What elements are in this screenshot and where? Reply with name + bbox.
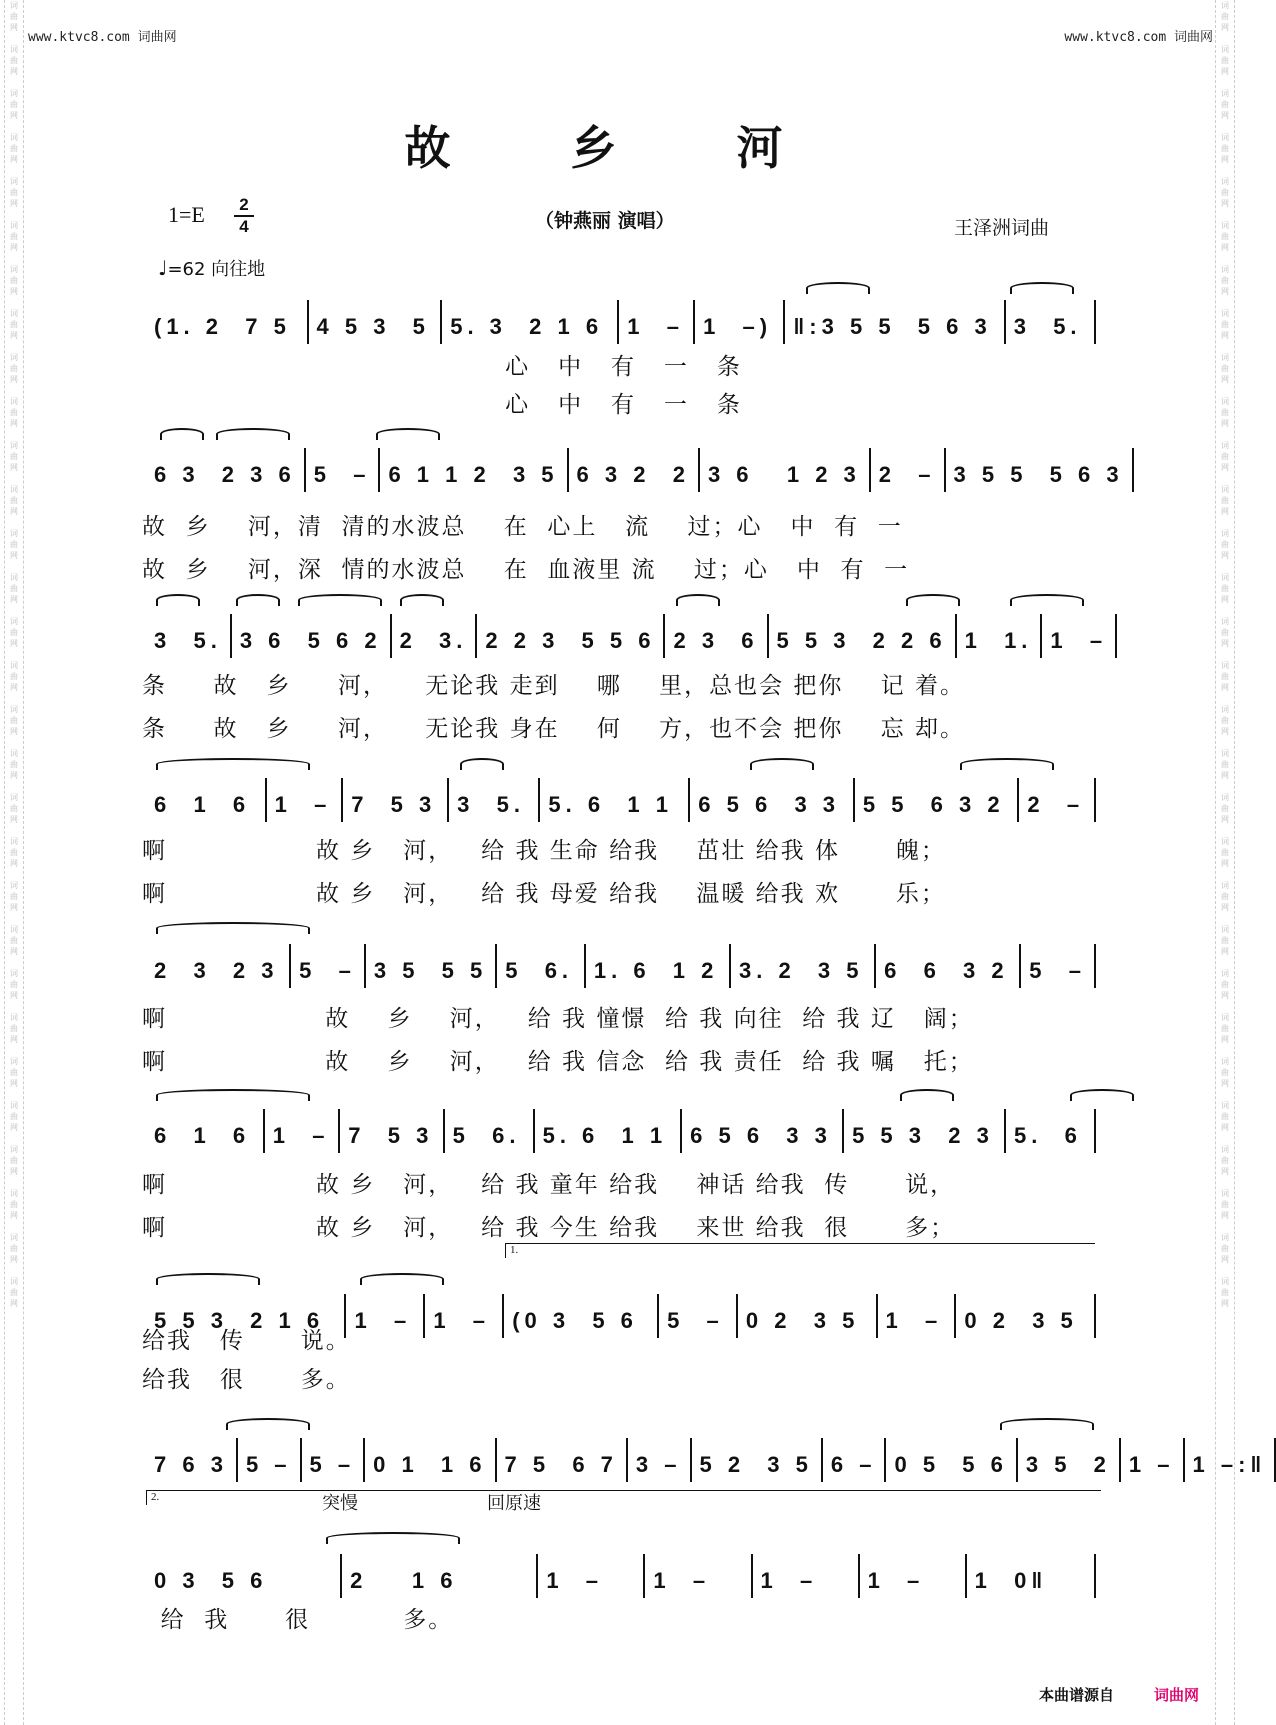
measure: 1 –	[1121, 1438, 1185, 1482]
slur-arc	[1070, 1089, 1134, 1101]
time-signature	[234, 196, 254, 236]
measure: 3 –	[628, 1438, 692, 1482]
slur-arc	[1010, 282, 1074, 294]
slur-arc	[900, 1089, 954, 1101]
lyric-line: 心 中 有 一 条	[142, 392, 742, 418]
lyric-line: 给我 传 说。	[142, 1328, 351, 1354]
measure: 0 2 3 5	[738, 1294, 878, 1338]
slur-arc	[156, 1273, 260, 1285]
volta-first-ending: 1.	[505, 1243, 1095, 1258]
lyric-line: 心 中 有 一 条	[142, 354, 742, 380]
measure: 1 1.	[957, 614, 1043, 658]
music-line	[146, 606, 1108, 658]
measure: 7 5 3	[343, 778, 449, 822]
measure: ‖:3 5 5 5 6 3	[785, 300, 1005, 344]
right-watermark-strip: 词 曲 网 词 曲 网 词 曲 网 词 曲 网 词 曲 网 词 曲 网 词 曲 网 词 曲 网 词 曲 网 词 曲 网 词 曲 网 词 曲 网 词 曲 网 词 曲 网 词 曲 网 词 曲 网 词 曲 网 词 曲 网 词 曲 网 词 曲 网 词 曲 网 词 曲 网 词 曲 网 词 曲 网 词 曲 网 词 曲 网 词 曲 网 词 曲 网 词 曲 网 词 曲 网	[1215, 0, 1235, 1725]
lyric-line: 啊 故 乡 河， 给 我 憧憬 给 我 向往 给 我 辽 阔；	[142, 1006, 974, 1032]
measure: 5 6.	[445, 1109, 535, 1153]
slur-arc	[400, 594, 444, 606]
measure: 6 –	[823, 1438, 887, 1482]
measure: 7 5 3	[340, 1109, 444, 1153]
measure: 2 1 6	[342, 1554, 538, 1598]
header-site-left[interactable]: www.ktvc8.com 词曲网	[28, 30, 177, 45]
slur-arc	[960, 758, 1054, 770]
quarter-note-icon: ♩	[158, 256, 168, 280]
slur-arc	[216, 428, 290, 440]
measure: 5 –	[306, 448, 381, 492]
lyric-line: 啊 故 乡 河， 给 我 童年 给我 神话 给我 传 说，	[142, 1172, 956, 1198]
measure: 1 –	[619, 300, 695, 344]
slur-arc	[676, 594, 720, 606]
lyric-line: 条 故 乡 河， 无论我 走到 哪 里，总也会 把你 记 着。	[142, 673, 965, 699]
slur-arc	[906, 594, 960, 606]
slur-arc	[160, 428, 204, 440]
footer-source: 本曲谱源自	[1038, 1686, 1114, 1704]
lyric-line: 啊 故 乡 河， 给 我 母爱 给我 温暖 给我 欢 乐；	[142, 881, 946, 907]
slur-arc	[156, 594, 200, 606]
measure: 1 –	[645, 1554, 752, 1598]
footer-brand-link[interactable]: 词曲网	[1153, 1686, 1199, 1704]
measure: (0 3 5 6	[504, 1294, 659, 1338]
measure: 2 3 6	[665, 614, 768, 658]
measure: 1 –	[267, 778, 344, 822]
lyric-line: 故 乡 河，深 情的水波总 在 血液里 流 过；心 中 有 一	[142, 557, 910, 583]
measure: 1 –	[346, 1294, 425, 1338]
measure: 3. 2 3 5	[731, 944, 876, 988]
measure: 3 5.	[1006, 300, 1096, 344]
slur-arc	[806, 282, 870, 294]
measure: 3 5 5 5 6 3	[946, 448, 1134, 492]
music-line	[146, 292, 1096, 344]
music-line	[146, 1101, 1096, 1153]
tempo-expression: 向往地	[211, 259, 266, 280]
lyric-line: 给我 很 多。	[142, 1367, 351, 1393]
measure: 2 –	[871, 448, 946, 492]
measure: 5 5 3 2 3	[844, 1109, 1006, 1153]
measure: 0 1 1 6	[365, 1438, 496, 1482]
slur-arc	[460, 758, 504, 770]
measure: 5 2 3 5	[692, 1438, 823, 1482]
measure: 5 –	[1021, 944, 1096, 988]
measure: 5. 6 1 1	[540, 778, 690, 822]
key-signature: 1=E	[168, 202, 205, 227]
measure: 6 3 2 3 6	[146, 448, 306, 492]
measure: 5 –	[659, 1294, 738, 1338]
measure: 3 5.	[449, 778, 540, 822]
measure: 0 2 3 5	[956, 1294, 1096, 1338]
measure: 5 6.	[497, 944, 586, 988]
lyric-line: 给 我 很 多。	[142, 1607, 454, 1633]
slur-arc	[236, 594, 280, 606]
header-site-right[interactable]: www.ktvc8.com 词曲网	[1064, 30, 1213, 45]
measure: 1 –)	[695, 300, 785, 344]
singer-credit: （钟燕丽 演唱）	[535, 210, 675, 232]
measure: 0 3 5 6	[146, 1554, 342, 1598]
tempo-marking	[158, 255, 265, 281]
measure: 5. 3 2 1 6	[442, 300, 619, 344]
measure: 7 5 6 7	[497, 1438, 628, 1482]
measure: 5 –	[291, 944, 366, 988]
lyric-line: 条 故 乡 河， 无论我 身在 何 方，也不会 把你 忘 却。	[142, 716, 965, 742]
meter-top: 2	[239, 195, 249, 214]
expression-slow: 突慢	[322, 1493, 358, 1514]
lyric-line: 啊 故 乡 河， 给 我 信念 给 我 责任 给 我 嘱 托；	[142, 1049, 974, 1075]
measure: 1 –	[538, 1554, 645, 1598]
lyric-line: 啊 故 乡 河， 给 我 今生 给我 来世 给我 很 多；	[142, 1215, 956, 1241]
measure: 6 1 6	[146, 1109, 265, 1153]
music-line	[146, 1430, 1267, 1482]
volta-second-ending: 2.	[146, 1490, 1101, 1505]
measure: 1 –	[1042, 614, 1117, 658]
measure: 1 –	[425, 1294, 504, 1338]
slur-arc	[326, 1532, 460, 1544]
measure: 5 5 6 3 2	[855, 778, 1020, 822]
measure: 2 3 2 3	[146, 944, 291, 988]
measure: 3 5 5 5	[366, 944, 497, 988]
measure: 1 –	[265, 1109, 341, 1153]
measure: 3 5.	[146, 614, 232, 658]
measure: 6 3 2 2	[569, 448, 700, 492]
tempo-value: =62	[167, 259, 206, 280]
measure: 3 6 5 6 2	[232, 614, 392, 658]
music-line	[146, 440, 1124, 492]
slur-arc	[156, 1089, 310, 1101]
measure: 2 –	[1019, 778, 1096, 822]
measure: 1 –	[753, 1554, 860, 1598]
measure: 5. 6 1 1	[535, 1109, 683, 1153]
expression-return-tempo: 回原速	[487, 1493, 541, 1514]
slur-arc	[156, 922, 310, 934]
measure: 1 –	[878, 1294, 957, 1338]
measure: 6 6 3 2	[876, 944, 1021, 988]
measure: 6 1 1 2 3 5	[380, 448, 568, 492]
measure: 2 3.	[392, 614, 478, 658]
composer-credit: 王泽洲词曲	[954, 217, 1050, 239]
song-title: 故 乡 河	[404, 121, 835, 175]
measure: 1 0‖	[967, 1554, 1096, 1598]
slur-arc	[376, 428, 440, 440]
slur-arc	[360, 1273, 444, 1285]
measure: 4 5 3 5	[309, 300, 443, 344]
music-line	[146, 936, 1096, 988]
measure: 2 2 3 5 5 6	[477, 614, 665, 658]
measure: 1. 6 1 2	[586, 944, 731, 988]
measure: 1 –:‖	[1185, 1438, 1276, 1482]
measure: 6 5 6 3 3	[690, 778, 855, 822]
measure: 6 1 6	[146, 778, 267, 822]
music-line	[146, 1546, 1096, 1598]
measure: 5 5 3 2 1 6	[146, 1294, 346, 1338]
slur-arc	[750, 758, 814, 770]
measure: 5 –	[302, 1438, 366, 1482]
lyric-line: 啊 故 乡 河， 给 我 生命 给我 茁壮 给我 体 魄；	[142, 838, 946, 864]
slur-arc	[1010, 594, 1084, 606]
measure: 3 5 2	[1018, 1438, 1121, 1482]
lyric-line: 故 乡 河，清 清的水波总 在 心上 流 过；心 中 有 一	[142, 514, 903, 540]
slur-arc	[226, 1418, 310, 1430]
measure: 6 5 6 3 3	[682, 1109, 844, 1153]
meter-bottom: 4	[239, 217, 249, 236]
measure: 7 6 3	[146, 1438, 238, 1482]
measure: 5 –	[238, 1438, 302, 1482]
measure: 5 5 3 2 2 6	[769, 614, 957, 658]
music-line	[146, 770, 1096, 822]
left-watermark-strip: 词 曲 网 词 曲 网 词 曲 网 词 曲 网 词 曲 网 词 曲 网 词 曲 网 词 曲 网 词 曲 网 词 曲 网 词 曲 网 词 曲 网 词 曲 网 词 曲 网 词 曲 网 词 曲 网 词 曲 网 词 曲 网 词 曲 网 词 曲 网 词 曲 网 词 曲 网 词 曲 网 词 曲 网 词 曲 网 词 曲 网 词 曲 网 词 曲 网 词 曲 网 词 曲 网	[4, 0, 24, 1725]
measure: 5. 6	[1006, 1109, 1096, 1153]
measure: 3 6 1 2 3	[700, 448, 871, 492]
footer	[1039, 1684, 1199, 1705]
measure: 1 –	[860, 1554, 967, 1598]
measure: (1. 2 7 5	[146, 300, 309, 344]
measure: 0 5 5 6	[886, 1438, 1017, 1482]
slur-arc	[1000, 1418, 1094, 1430]
slur-arc	[298, 594, 382, 606]
slur-arc	[156, 758, 310, 770]
